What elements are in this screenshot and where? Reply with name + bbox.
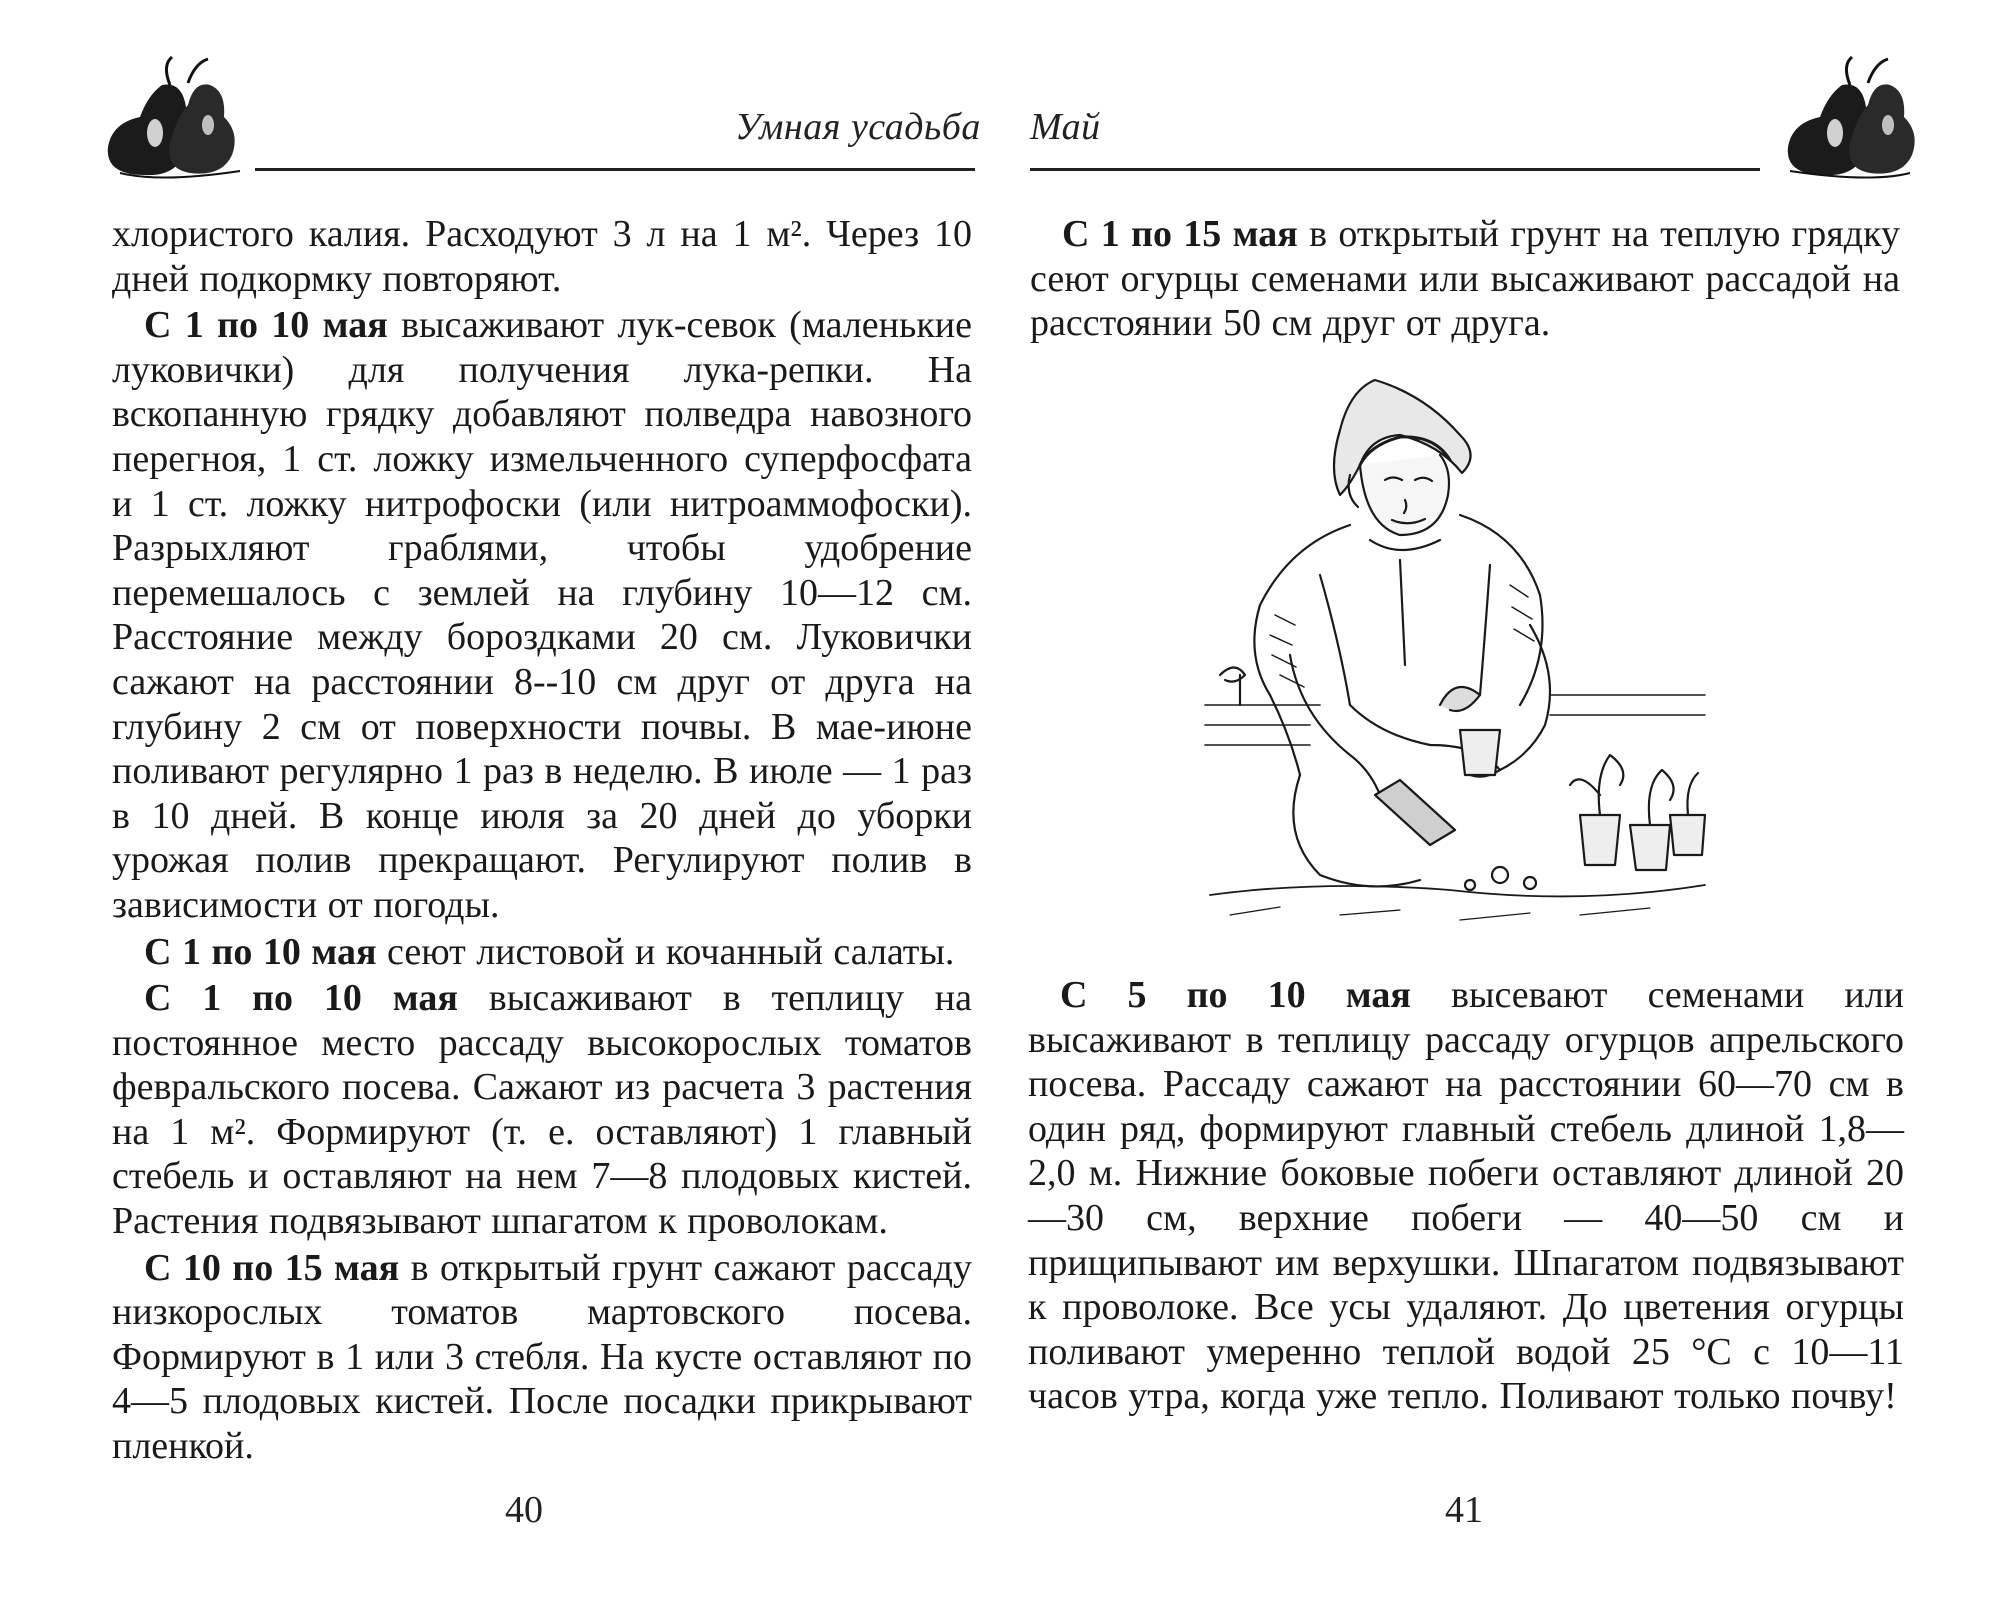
running-head: Умная усадьба bbox=[735, 106, 981, 148]
page-number: 41 bbox=[1445, 1489, 1483, 1531]
date-range: С 5 по 10 мая bbox=[1060, 974, 1411, 1016]
paragraph-text: в открытый грунт на теплую грядку сеют огурцы семенами или высаживают рассадой на расстоянии 50 см друг от друга. bbox=[1030, 213, 1900, 345]
date-range: С 1 по 10 мая bbox=[144, 930, 377, 973]
right-text-bottom bbox=[1028, 973, 1904, 1419]
paragraph-text: высевают семенами или высаживают в теплицу рассаду огурцов апрельского посева. Рассаду сажают на расстоянии 60—70 см в один ряд, формируют главный стебель длиной 1,8—2,0 м. Нижние боковые побеги оставляют длиной 20—30 см, верхние побеги — 40—50 см и прищипывают им верхушки. Шпагатом подвязывают к проволоке. Все усы удаляют. До цветения огурцы поливают умеренно теплой водой 25 °С с 10—11 часов утра, когда уже тепло. Поливают только почву! bbox=[1028, 974, 1904, 1418]
date-range: С 1 по 10 мая bbox=[144, 977, 458, 1020]
paragraph-text: в открытый грунт сажают рассаду низкорослых томатов мартовского посева. Формируют в 1 или 3 стебля. На кусте оставляют по 4—5 плодовых кистей. После посадки прикрывают пленкой. bbox=[112, 1246, 972, 1468]
paragraph-text: высаживают в теплицу на постоянное место рассаду высокорослых томатов февральского посева. Сажают из расчета 3 растения на 1 м². Формируют (т. е. оставляют) 1 главный стебель и оставляют на нем 7—8 плодовых кистей. Растения подвязывают шпагатом к проволокам. bbox=[112, 977, 972, 1243]
date-range: С 1 по 10 мая bbox=[144, 304, 388, 347]
pear-ornament-icon bbox=[1780, 55, 1930, 185]
paragraph-text: сеют листовой и кочанный салаты. bbox=[376, 930, 955, 973]
date-range: С 10 по 15 мая bbox=[144, 1246, 400, 1289]
right-text-top bbox=[1030, 212, 1900, 346]
date-range: С 1 по 15 мая bbox=[1062, 213, 1298, 255]
gardener-woman-illustration bbox=[1200, 375, 1715, 925]
paragraph bbox=[1028, 973, 1904, 1419]
page-number: 40 bbox=[505, 1489, 543, 1531]
paragraph-text: хлористого калия. Расходуют 3 л на 1 м². Через 10 дней подкормку повторяют. bbox=[112, 213, 972, 300]
paragraph bbox=[1030, 212, 1900, 346]
running-head: Май bbox=[1030, 106, 1101, 148]
paragraph-text: высаживают лук-севок (маленькие луковички) для получения лука-репки. На вскопанную грядку добавляют полведра навозного перегноя, 1 ст. ложку измельченного суперфосфата и 1 ст. ложку нитрофоски (или нитроаммофоски). Разрыхляют граблями, чтобы удобрение перемешалось с землей на глубину 10—12 см. Расстояние между бороздками 20 см. Луковички сажают на расстоянии 8--10 см друг от друга на глубину 2 см от поверхности почвы. В мае-июне поливают регулярно 1 раз в неделю. В июле — 1 раз в 10 дней. В конце июля за 20 дней до уборки урожая полив прекращают. Регулируют полив в зависимости от погоды. bbox=[112, 304, 972, 926]
header-rule bbox=[1030, 168, 1760, 171]
